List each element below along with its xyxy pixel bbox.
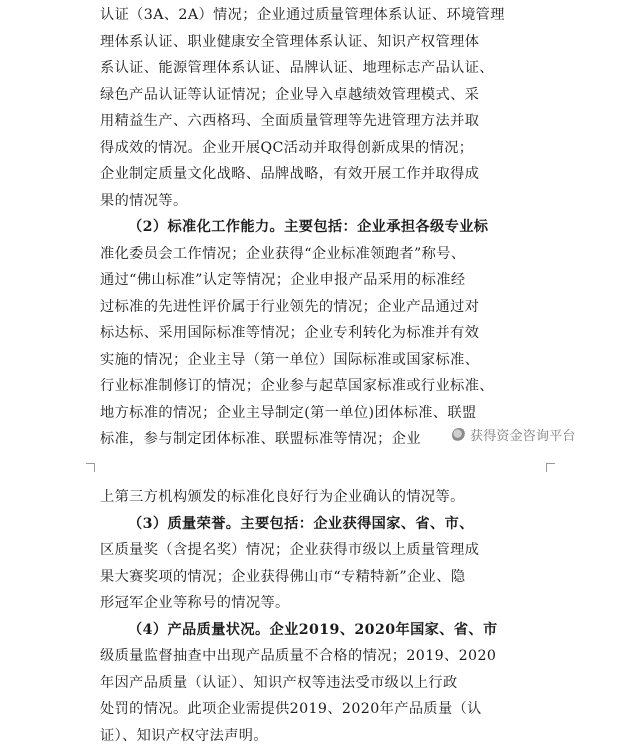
text-line: 形冠军企业等称号的情况等。 — [100, 595, 290, 611]
text-line: 果大赛奖项的情况；企业获得佛山市“专精特新”企业、隐 — [100, 568, 466, 585]
watermark-logo-icon — [452, 428, 466, 442]
text-line: 标达标、采用国际标准等情况；企业专利转化为标准并有效 — [100, 325, 480, 341]
text-line: 行业标准制修订的情况；企业参与起草国家标准或行业标准、 — [100, 378, 494, 394]
page-corner-mark-right — [546, 463, 555, 472]
text-line: 地方标准的情况；企业主导制定(第一单位)团体标准、联盟 — [100, 404, 477, 421]
text-line: 果的情况等。 — [100, 192, 188, 209]
text-line: 绿色产品认证等认证情况；企业导入卓越绩效管理模式、采 — [100, 86, 480, 103]
text-line: 标准，参与制定团体标准、联盟标准等情况；企业 — [100, 431, 421, 447]
text-line: 通过“佛山标准”认定等情况；企业申报产品采用的标准经 — [100, 272, 466, 288]
text-line: 用精益生产、六西格玛、全面质量管理等先进管理方法并取 — [100, 113, 480, 129]
text-line: 年因产品质量（认证）、知识产权等违法受市级以上行政 — [100, 674, 458, 691]
text-line: 得成效的情况。企业开展QC活动并取得创新成果的情况； — [100, 139, 474, 156]
text-line: 上第三方机构颁发的标准化良好行为企业确认的情况等。 — [100, 489, 465, 505]
text-line: 理体系认证、职业健康安全管理体系认证、知识产权管理体 — [100, 33, 480, 50]
watermark — [452, 425, 576, 444]
text-line: 准化委员会工作情况；企业获得“企业标准领跑者”称号、 — [100, 245, 466, 262]
section-heading-product-quality: （4）产品质量状况。企业2019、2020年国家、省、市 — [128, 621, 498, 638]
page-corner-mark-left — [86, 463, 95, 472]
text-line: 系认证、能源管理体系认证、品牌认证、地理标志产品认证、 — [100, 60, 494, 76]
text-line: 认证（3A、2A）情况；企业通过质量管理体系认证、环境管理 — [100, 7, 505, 23]
text-line: 级质量监督抽查中出现产品质量不合格的情况；2019、2020 — [100, 648, 497, 664]
text-line: 过标准的先进性评价属于行业领先的情况；企业产品通过对 — [100, 298, 480, 315]
text-line: 实施的情况；企业主导（第一单位）国际标准或国家标准、 — [100, 351, 480, 368]
section-heading-standardization: （2）标准化工作能力。主要包括：企业承担各级专业标 — [128, 219, 489, 235]
document-text-block — [100, 2, 540, 453]
section-heading-quality-honors: （3）质量荣誉。主要包括：企业获得国家、省、市、 — [128, 515, 474, 532]
text-line: 企业制定质量文化战略、品牌战略，有效开展工作并取得成 — [100, 166, 480, 182]
document-text-block — [100, 484, 540, 749]
text-line: 证）、知识产权守法声明。 — [100, 727, 268, 744]
text-line: 处罚的情况。此项企业需提供2019、2020年产品质量（认 — [100, 701, 482, 717]
watermark-text: 获得资金咨询平台 — [470, 429, 576, 444]
text-line: 区质量奖（含提名奖）情况；企业获得市级以上质量管理成 — [100, 542, 480, 558]
